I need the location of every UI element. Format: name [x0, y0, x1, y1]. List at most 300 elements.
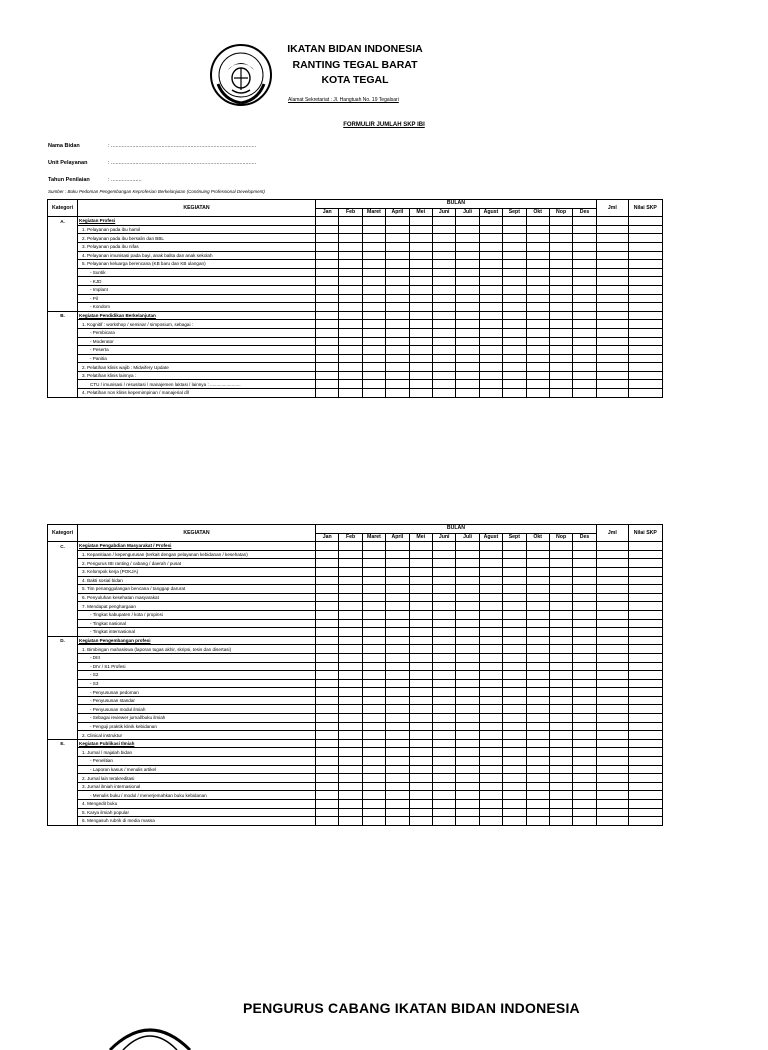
month-value-cell[interactable] — [456, 662, 479, 671]
month-value-cell[interactable] — [456, 757, 479, 766]
month-value-cell[interactable] — [573, 662, 597, 671]
month-value-cell[interactable] — [526, 328, 549, 337]
month-value-cell[interactable] — [316, 576, 339, 585]
month-value-cell[interactable] — [503, 346, 526, 355]
month-value-cell[interactable] — [316, 765, 339, 774]
jml-cell[interactable] — [596, 722, 628, 731]
month-value-cell[interactable] — [456, 389, 479, 398]
month-value-cell[interactable] — [316, 371, 339, 380]
month-value-cell[interactable] — [409, 234, 432, 243]
month-value-cell[interactable] — [526, 808, 549, 817]
nilai-skp-cell[interactable] — [628, 645, 662, 654]
month-value-cell[interactable] — [526, 542, 549, 551]
month-value-cell[interactable] — [432, 662, 455, 671]
month-value-cell[interactable] — [339, 714, 362, 723]
month-value-cell[interactable] — [549, 705, 572, 714]
month-value-cell[interactable] — [362, 662, 385, 671]
month-value-cell[interactable] — [362, 705, 385, 714]
jml-cell[interactable] — [596, 585, 628, 594]
month-value-cell[interactable] — [549, 817, 572, 826]
month-value-cell[interactable] — [339, 688, 362, 697]
month-value-cell[interactable] — [526, 791, 549, 800]
month-value-cell[interactable] — [549, 389, 572, 398]
month-value-cell[interactable] — [456, 679, 479, 688]
month-value-cell[interactable] — [573, 731, 597, 740]
jml-cell[interactable] — [596, 251, 628, 260]
nilai-skp-cell[interactable] — [628, 800, 662, 809]
month-value-cell[interactable] — [573, 610, 597, 619]
month-value-cell[interactable] — [456, 645, 479, 654]
month-value-cell[interactable] — [386, 628, 409, 637]
month-value-cell[interactable] — [362, 774, 385, 783]
month-value-cell[interactable] — [386, 705, 409, 714]
month-value-cell[interactable] — [526, 619, 549, 628]
month-value-cell[interactable] — [456, 602, 479, 611]
month-value-cell[interactable] — [362, 251, 385, 260]
month-value-cell[interactable] — [409, 619, 432, 628]
month-value-cell[interactable] — [386, 653, 409, 662]
month-value-cell[interactable] — [339, 636, 362, 645]
month-value-cell[interactable] — [409, 320, 432, 329]
month-value-cell[interactable] — [573, 791, 597, 800]
jml-cell[interactable] — [596, 636, 628, 645]
month-value-cell[interactable] — [432, 346, 455, 355]
month-value-cell[interactable] — [386, 619, 409, 628]
jml-cell[interactable] — [596, 714, 628, 723]
month-value-cell[interactable] — [549, 303, 572, 312]
month-value-cell[interactable] — [432, 389, 455, 398]
month-value-cell[interactable] — [573, 380, 597, 389]
month-value-cell[interactable] — [573, 559, 597, 568]
field-unit-pelayanan[interactable] — [48, 160, 256, 166]
nilai-skp-cell[interactable] — [628, 714, 662, 723]
month-value-cell[interactable] — [573, 748, 597, 757]
month-value-cell[interactable] — [362, 389, 385, 398]
month-value-cell[interactable] — [503, 782, 526, 791]
nilai-skp-cell[interactable] — [628, 636, 662, 645]
jml-cell[interactable] — [596, 628, 628, 637]
month-value-cell[interactable] — [362, 585, 385, 594]
month-value-cell[interactable] — [339, 380, 362, 389]
month-value-cell[interactable] — [479, 662, 502, 671]
month-value-cell[interactable] — [526, 782, 549, 791]
month-value-cell[interactable] — [479, 645, 502, 654]
month-value-cell[interactable] — [479, 260, 502, 269]
month-value-cell[interactable] — [526, 610, 549, 619]
month-value-cell[interactable] — [339, 328, 362, 337]
month-value-cell[interactable] — [339, 662, 362, 671]
month-value-cell[interactable] — [362, 696, 385, 705]
month-value-cell[interactable] — [316, 593, 339, 602]
month-value-cell[interactable] — [503, 671, 526, 680]
jml-cell[interactable] — [596, 808, 628, 817]
jml-cell[interactable] — [596, 679, 628, 688]
month-value-cell[interactable] — [432, 251, 455, 260]
month-value-cell[interactable] — [362, 757, 385, 766]
month-value-cell[interactable] — [386, 593, 409, 602]
nilai-skp-cell[interactable] — [628, 542, 662, 551]
month-value-cell[interactable] — [362, 346, 385, 355]
month-value-cell[interactable] — [362, 765, 385, 774]
nilai-skp-cell[interactable] — [628, 722, 662, 731]
month-value-cell[interactable] — [456, 808, 479, 817]
month-value-cell[interactable] — [479, 268, 502, 277]
month-value-cell[interactable] — [386, 645, 409, 654]
month-value-cell[interactable] — [503, 576, 526, 585]
month-value-cell[interactable] — [339, 389, 362, 398]
month-value-cell[interactable] — [386, 800, 409, 809]
month-value-cell[interactable] — [456, 234, 479, 243]
month-value-cell[interactable] — [573, 602, 597, 611]
month-value-cell[interactable] — [479, 748, 502, 757]
month-value-cell[interactable] — [573, 653, 597, 662]
month-value-cell[interactable] — [549, 576, 572, 585]
month-value-cell[interactable] — [409, 294, 432, 303]
month-value-cell[interactable] — [456, 346, 479, 355]
month-value-cell[interactable] — [549, 285, 572, 294]
month-value-cell[interactable] — [479, 234, 502, 243]
month-value-cell[interactable] — [362, 593, 385, 602]
month-value-cell[interactable] — [526, 217, 549, 226]
nilai-skp-cell[interactable] — [628, 817, 662, 826]
nilai-skp-cell[interactable] — [628, 251, 662, 260]
month-value-cell[interactable] — [456, 688, 479, 697]
month-value-cell[interactable] — [573, 285, 597, 294]
month-value-cell[interactable] — [503, 380, 526, 389]
month-value-cell[interactable] — [432, 705, 455, 714]
month-value-cell[interactable] — [456, 800, 479, 809]
month-value-cell[interactable] — [503, 268, 526, 277]
month-value-cell[interactable] — [479, 311, 502, 320]
month-value-cell[interactable] — [386, 328, 409, 337]
month-value-cell[interactable] — [479, 679, 502, 688]
month-value-cell[interactable] — [503, 688, 526, 697]
month-value-cell[interactable] — [362, 739, 385, 748]
month-value-cell[interactable] — [503, 542, 526, 551]
month-value-cell[interactable] — [339, 320, 362, 329]
month-value-cell[interactable] — [456, 277, 479, 286]
month-value-cell[interactable] — [362, 371, 385, 380]
month-value-cell[interactable] — [432, 242, 455, 251]
month-value-cell[interactable] — [549, 791, 572, 800]
jml-cell[interactable] — [596, 277, 628, 286]
jml-cell[interactable] — [596, 217, 628, 226]
month-value-cell[interactable] — [409, 645, 432, 654]
month-value-cell[interactable] — [573, 679, 597, 688]
month-value-cell[interactable] — [409, 328, 432, 337]
nilai-skp-cell[interactable] — [628, 696, 662, 705]
month-value-cell[interactable] — [362, 679, 385, 688]
month-value-cell[interactable] — [549, 542, 572, 551]
month-value-cell[interactable] — [549, 636, 572, 645]
month-value-cell[interactable] — [339, 277, 362, 286]
month-value-cell[interactable] — [362, 628, 385, 637]
month-value-cell[interactable] — [339, 294, 362, 303]
month-value-cell[interactable] — [479, 688, 502, 697]
month-value-cell[interactable] — [339, 602, 362, 611]
month-value-cell[interactable] — [362, 277, 385, 286]
month-value-cell[interactable] — [549, 782, 572, 791]
month-value-cell[interactable] — [409, 765, 432, 774]
month-value-cell[interactable] — [503, 311, 526, 320]
month-value-cell[interactable] — [432, 739, 455, 748]
month-value-cell[interactable] — [316, 380, 339, 389]
month-value-cell[interactable] — [573, 671, 597, 680]
month-value-cell[interactable] — [526, 234, 549, 243]
month-value-cell[interactable] — [526, 268, 549, 277]
month-value-cell[interactable] — [432, 320, 455, 329]
month-value-cell[interactable] — [432, 696, 455, 705]
month-value-cell[interactable] — [503, 748, 526, 757]
month-value-cell[interactable] — [362, 303, 385, 312]
month-value-cell[interactable] — [573, 722, 597, 731]
month-value-cell[interactable] — [573, 782, 597, 791]
month-value-cell[interactable] — [573, 268, 597, 277]
month-value-cell[interactable] — [409, 774, 432, 783]
month-value-cell[interactable] — [479, 714, 502, 723]
jml-cell[interactable] — [596, 311, 628, 320]
month-value-cell[interactable] — [339, 354, 362, 363]
month-value-cell[interactable] — [386, 602, 409, 611]
month-value-cell[interactable] — [526, 559, 549, 568]
month-value-cell[interactable] — [479, 791, 502, 800]
month-value-cell[interactable] — [479, 294, 502, 303]
month-value-cell[interactable] — [549, 731, 572, 740]
month-value-cell[interactable] — [339, 722, 362, 731]
month-value-cell[interactable] — [549, 268, 572, 277]
month-value-cell[interactable] — [526, 671, 549, 680]
month-value-cell[interactable] — [362, 645, 385, 654]
jml-cell[interactable] — [596, 303, 628, 312]
month-value-cell[interactable] — [409, 602, 432, 611]
month-value-cell[interactable] — [549, 260, 572, 269]
month-value-cell[interactable] — [316, 748, 339, 757]
month-value-cell[interactable] — [409, 346, 432, 355]
month-value-cell[interactable] — [386, 303, 409, 312]
month-value-cell[interactable] — [549, 619, 572, 628]
month-value-cell[interactable] — [386, 782, 409, 791]
month-value-cell[interactable] — [339, 268, 362, 277]
month-value-cell[interactable] — [526, 576, 549, 585]
month-value-cell[interactable] — [339, 628, 362, 637]
month-value-cell[interactable] — [573, 774, 597, 783]
month-value-cell[interactable] — [386, 371, 409, 380]
month-value-cell[interactable] — [503, 653, 526, 662]
month-value-cell[interactable] — [479, 389, 502, 398]
jml-cell[interactable] — [596, 294, 628, 303]
month-value-cell[interactable] — [503, 277, 526, 286]
month-value-cell[interactable] — [526, 277, 549, 286]
month-value-cell[interactable] — [409, 722, 432, 731]
month-value-cell[interactable] — [503, 585, 526, 594]
month-value-cell[interactable] — [339, 808, 362, 817]
month-value-cell[interactable] — [549, 380, 572, 389]
month-value-cell[interactable] — [386, 260, 409, 269]
month-value-cell[interactable] — [573, 328, 597, 337]
month-value-cell[interactable] — [503, 567, 526, 576]
month-value-cell[interactable] — [339, 765, 362, 774]
month-value-cell[interactable] — [362, 791, 385, 800]
month-value-cell[interactable] — [386, 567, 409, 576]
month-value-cell[interactable] — [386, 636, 409, 645]
month-value-cell[interactable] — [409, 636, 432, 645]
nilai-skp-cell[interactable] — [628, 602, 662, 611]
nilai-skp-cell[interactable] — [628, 559, 662, 568]
month-value-cell[interactable] — [339, 653, 362, 662]
month-value-cell[interactable] — [432, 679, 455, 688]
month-value-cell[interactable] — [386, 380, 409, 389]
month-value-cell[interactable] — [386, 696, 409, 705]
month-value-cell[interactable] — [479, 346, 502, 355]
month-value-cell[interactable] — [479, 593, 502, 602]
month-value-cell[interactable] — [573, 567, 597, 576]
month-value-cell[interactable] — [549, 294, 572, 303]
month-value-cell[interactable] — [573, 354, 597, 363]
month-value-cell[interactable] — [503, 260, 526, 269]
nilai-skp-cell[interactable] — [628, 234, 662, 243]
month-value-cell[interactable] — [316, 791, 339, 800]
jml-cell[interactable] — [596, 389, 628, 398]
month-value-cell[interactable] — [573, 714, 597, 723]
month-value-cell[interactable] — [432, 542, 455, 551]
month-value-cell[interactable] — [456, 653, 479, 662]
month-value-cell[interactable] — [503, 808, 526, 817]
month-value-cell[interactable] — [316, 294, 339, 303]
month-value-cell[interactable] — [456, 585, 479, 594]
jml-cell[interactable] — [596, 671, 628, 680]
month-value-cell[interactable] — [339, 576, 362, 585]
month-value-cell[interactable] — [339, 782, 362, 791]
month-value-cell[interactable] — [362, 748, 385, 757]
jml-cell[interactable] — [596, 731, 628, 740]
month-value-cell[interactable] — [432, 328, 455, 337]
month-value-cell[interactable] — [316, 277, 339, 286]
month-value-cell[interactable] — [409, 567, 432, 576]
month-value-cell[interactable] — [456, 217, 479, 226]
nilai-skp-cell[interactable] — [628, 354, 662, 363]
month-value-cell[interactable] — [316, 688, 339, 697]
month-value-cell[interactable] — [503, 389, 526, 398]
month-value-cell[interactable] — [479, 722, 502, 731]
month-value-cell[interactable] — [549, 225, 572, 234]
month-value-cell[interactable] — [316, 636, 339, 645]
month-value-cell[interactable] — [503, 337, 526, 346]
month-value-cell[interactable] — [316, 671, 339, 680]
month-value-cell[interactable] — [362, 722, 385, 731]
nilai-skp-cell[interactable] — [628, 217, 662, 226]
nilai-skp-cell[interactable] — [628, 260, 662, 269]
nilai-skp-cell[interactable] — [628, 242, 662, 251]
jml-cell[interactable] — [596, 363, 628, 372]
nilai-skp-cell[interactable] — [628, 705, 662, 714]
month-value-cell[interactable] — [432, 688, 455, 697]
month-value-cell[interactable] — [316, 645, 339, 654]
month-value-cell[interactable] — [409, 559, 432, 568]
month-value-cell[interactable] — [386, 251, 409, 260]
month-value-cell[interactable] — [456, 628, 479, 637]
month-value-cell[interactable] — [573, 550, 597, 559]
jml-cell[interactable] — [596, 653, 628, 662]
month-value-cell[interactable] — [362, 311, 385, 320]
month-value-cell[interactable] — [549, 688, 572, 697]
month-value-cell[interactable] — [409, 363, 432, 372]
month-value-cell[interactable] — [409, 593, 432, 602]
jml-cell[interactable] — [596, 705, 628, 714]
month-value-cell[interactable] — [549, 757, 572, 766]
month-value-cell[interactable] — [316, 363, 339, 372]
month-value-cell[interactable] — [479, 585, 502, 594]
month-value-cell[interactable] — [409, 714, 432, 723]
month-value-cell[interactable] — [316, 542, 339, 551]
month-value-cell[interactable] — [503, 636, 526, 645]
month-value-cell[interactable] — [339, 285, 362, 294]
month-value-cell[interactable] — [526, 550, 549, 559]
month-value-cell[interactable] — [573, 234, 597, 243]
month-value-cell[interactable] — [432, 731, 455, 740]
month-value-cell[interactable] — [549, 567, 572, 576]
month-value-cell[interactable] — [362, 800, 385, 809]
month-value-cell[interactable] — [316, 354, 339, 363]
month-value-cell[interactable] — [479, 671, 502, 680]
month-value-cell[interactable] — [526, 653, 549, 662]
month-value-cell[interactable] — [503, 234, 526, 243]
month-value-cell[interactable] — [456, 696, 479, 705]
month-value-cell[interactable] — [503, 628, 526, 637]
month-value-cell[interactable] — [573, 688, 597, 697]
month-value-cell[interactable] — [386, 242, 409, 251]
month-value-cell[interactable] — [432, 567, 455, 576]
month-value-cell[interactable] — [432, 722, 455, 731]
month-value-cell[interactable] — [526, 593, 549, 602]
jml-cell[interactable] — [596, 268, 628, 277]
month-value-cell[interactable] — [573, 757, 597, 766]
month-value-cell[interactable] — [432, 808, 455, 817]
month-value-cell[interactable] — [362, 610, 385, 619]
month-value-cell[interactable] — [432, 645, 455, 654]
month-value-cell[interactable] — [573, 542, 597, 551]
month-value-cell[interactable] — [573, 371, 597, 380]
month-value-cell[interactable] — [386, 774, 409, 783]
month-value-cell[interactable] — [456, 542, 479, 551]
nilai-skp-cell[interactable] — [628, 311, 662, 320]
month-value-cell[interactable] — [316, 705, 339, 714]
month-value-cell[interactable] — [432, 636, 455, 645]
nilai-skp-cell[interactable] — [628, 371, 662, 380]
month-value-cell[interactable] — [362, 731, 385, 740]
month-value-cell[interactable] — [316, 260, 339, 269]
month-value-cell[interactable] — [339, 757, 362, 766]
month-value-cell[interactable] — [432, 628, 455, 637]
month-value-cell[interactable] — [573, 303, 597, 312]
nilai-skp-cell[interactable] — [628, 791, 662, 800]
month-value-cell[interactable] — [409, 550, 432, 559]
month-value-cell[interactable] — [386, 268, 409, 277]
month-value-cell[interactable] — [339, 585, 362, 594]
month-value-cell[interactable] — [386, 739, 409, 748]
month-value-cell[interactable] — [386, 610, 409, 619]
month-value-cell[interactable] — [479, 705, 502, 714]
month-value-cell[interactable] — [339, 739, 362, 748]
month-value-cell[interactable] — [432, 311, 455, 320]
month-value-cell[interactable] — [339, 346, 362, 355]
month-value-cell[interactable] — [549, 234, 572, 243]
month-value-cell[interactable] — [316, 662, 339, 671]
month-value-cell[interactable] — [316, 774, 339, 783]
month-value-cell[interactable] — [316, 817, 339, 826]
month-value-cell[interactable] — [503, 294, 526, 303]
month-value-cell[interactable] — [503, 774, 526, 783]
month-value-cell[interactable] — [386, 363, 409, 372]
